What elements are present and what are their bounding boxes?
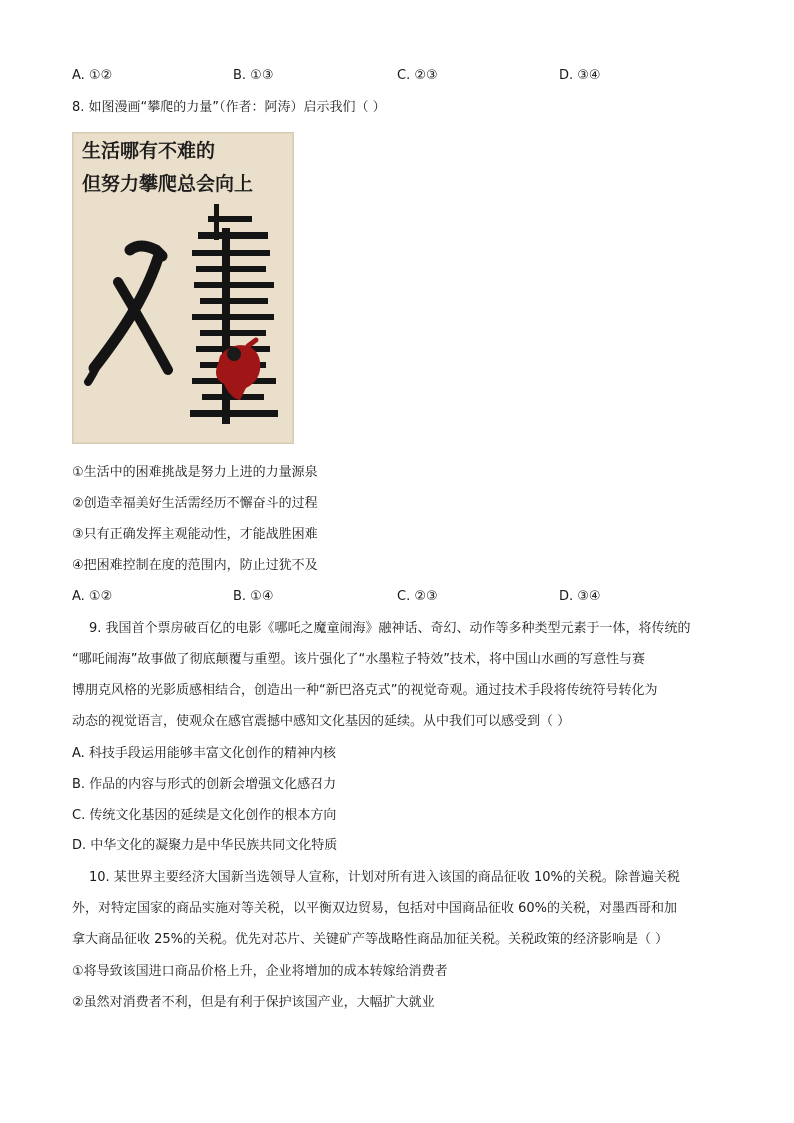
q9-option-c: C. 传统文化基因的延续是文化创作的根本方向 (72, 808, 337, 823)
q7-option-c: C. ②③ (397, 68, 438, 83)
q8-option-d: D. ③④ (559, 589, 601, 604)
q9-stem-line-4: 动态的视觉语言，使观众在感官震撼中感知文化基因的延续。从中我们可以感受到（ ） (72, 714, 571, 729)
q9-stem-line-3: 博朋克风格的光影质感相结合，创造出一种“新巴洛克式”的视觉奇观。通过技术手段将传统符号转化为 (72, 683, 658, 698)
q10-statement-1: ①将导致该国进口商品价格上升，企业将增加的成本转嫁给消费者 (72, 964, 448, 979)
q9-option-a: A. 科技手段运用能够丰富文化创作的精神内核 (72, 746, 336, 761)
q9-option-d: D. 中华文化的凝聚力是中华民族共同文化特质 (72, 838, 338, 853)
q8-statement-1: ①生活中的困难挑战是努力上进的力量源泉 (72, 465, 318, 480)
q9-stem-line-2: “哪吒闹海”故事做了彻底颠覆与重塑。该片强化了“水墨粒子特效”技术，将中国山水画的写意性与赛 (72, 652, 645, 667)
q10-stem-line-1: 10. 某世界主要经济大国新当选领导人宣称，计划对所有进入该国的商品征收 10%的关税。除普遍关税 (89, 870, 680, 885)
q10-stem-line-3: 拿大商品征收 25%的关税。优先对芯片、关键矿产等战略性商品加征关税。关税政策的经济影响是（ ） (72, 932, 669, 947)
comic-caption-line2: 但努力攀爬总会向上 (82, 173, 254, 195)
q7-option-a: A. ①② (72, 68, 113, 83)
comic-caption-line1: 生活哪有不难的 (82, 140, 216, 162)
q8-stem: 8. 如图漫画“攀爬的力量”（作者：阿涛）启示我们（ ） (72, 100, 386, 115)
climbing-comic-image (72, 132, 294, 444)
comic-illustration (72, 132, 294, 444)
q7-option-b: B. ①③ (233, 68, 274, 83)
q7-option-d: D. ③④ (559, 68, 601, 83)
q8-statement-3: ③只有正确发挥主观能动性，才能战胜困难 (72, 527, 318, 542)
q8-statement-2: ②创造幸福美好生活需经历不懈奋斗的过程 (72, 496, 318, 511)
q8-option-a: A. ①② (72, 589, 113, 604)
q9-option-b: B. 作品的内容与形式的创新会增强文化感召力 (72, 777, 337, 792)
q9-stem-line-1: 9. 我国首个票房破百亿的电影《哪吒之魔童闹海》融神话、奇幻、动作等多种类型元素于一体，将传统的 (89, 621, 691, 636)
q8-statement-4: ④把困难控制在度的范围内，防止过犹不及 (72, 558, 318, 573)
q10-stem-line-2: 外，对特定国家的商品实施对等关税，以平衡双边贸易，包括对中国商品征收 60%的关税，对墨西哥和加 (72, 901, 678, 916)
q8-option-b: B. ①④ (233, 589, 274, 604)
q8-option-c: C. ②③ (397, 589, 438, 604)
q10-statement-2: ②虽然对消费者不利，但是有利于保护该国产业，大幅扩大就业 (72, 995, 435, 1010)
